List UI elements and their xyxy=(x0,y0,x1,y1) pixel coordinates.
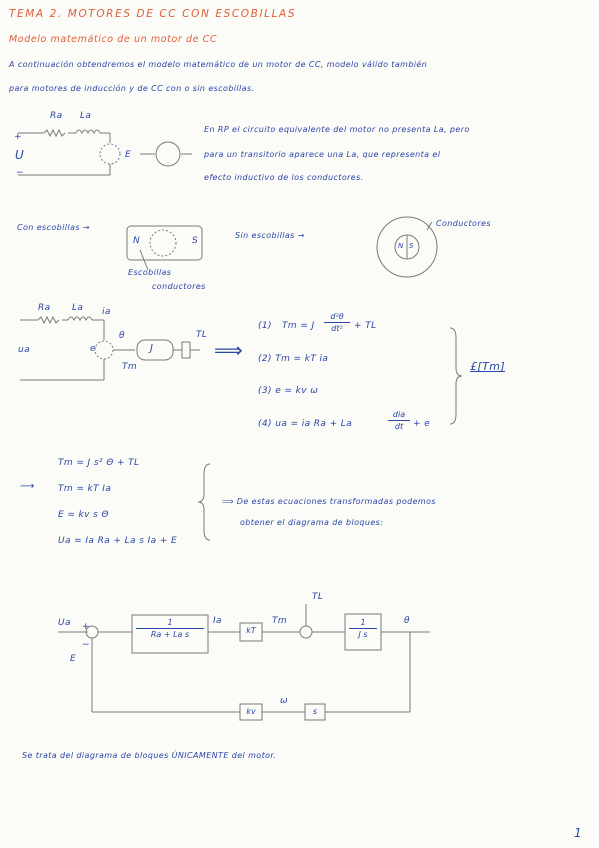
bd-kv-block: kv xyxy=(246,707,256,716)
laplace-note-line-2: obtener el diagrama de bloques: xyxy=(240,518,384,527)
bd-ua-label: Ua xyxy=(58,618,71,628)
laplace-arrow: ⟶ xyxy=(20,481,35,492)
eq4-denominator: dt xyxy=(394,422,404,431)
laplace-eq3: E = kv s Θ xyxy=(58,510,109,520)
bd-tl-label: TL xyxy=(312,592,324,602)
bd-sum-minus: − xyxy=(82,640,90,650)
page-number: 1 xyxy=(574,826,583,840)
bd-e-label: E xyxy=(70,654,77,664)
rotor-n-label: N xyxy=(398,242,404,250)
brace-left xyxy=(198,464,210,540)
conductors-caption: conductores xyxy=(152,282,206,291)
voltage-label: U xyxy=(15,148,25,162)
la-label-2: La xyxy=(72,303,84,313)
eq1-lhs: Tm = J xyxy=(282,321,315,331)
pole-n-label: N xyxy=(133,236,141,246)
ua-label: ua xyxy=(18,345,31,355)
bd-electrical-block xyxy=(136,618,204,639)
implies-arrow: ⟹ xyxy=(214,338,244,362)
brushes-caption: Escobillas xyxy=(128,268,172,277)
bd-electrical-num: 1 xyxy=(136,618,204,629)
footer-note: Se trata del diagrama de bloques ÚNICAMENTE del motor. xyxy=(22,751,277,760)
bd-sum-plus: + xyxy=(82,622,90,632)
rotor-s-label: S xyxy=(409,242,414,250)
rp-note-line-2: para un transitorio aparece una La, que representa el xyxy=(204,150,441,159)
laplace-note-line-1: ⟹ De estas ecuaciones transformadas podemos xyxy=(222,497,436,506)
intro-line-1: A continuación obtendremos el modelo matemático de un motor de CC, modelo válido también xyxy=(9,60,428,69)
eq2: (2) Tm = kT ia xyxy=(258,354,329,364)
eq4-fraction xyxy=(388,410,410,431)
brushed-motor-sketch xyxy=(127,226,202,270)
tm-label-2: Tm xyxy=(122,362,138,372)
theta-label: θ xyxy=(119,331,125,341)
equivalent-circuit-diagram xyxy=(18,130,192,175)
eq1-label: (1) xyxy=(258,321,272,331)
page-title: TEMA 2. MOTORES DE CC CON ESCOBILLAS xyxy=(9,8,297,20)
intro-line-2: para motores de inducción y de CC con o sin escobillas. xyxy=(9,84,255,93)
with-brushes-label: Con escobillas → xyxy=(17,223,90,232)
bd-theta-label: θ xyxy=(404,616,410,626)
bd-mechanical-block xyxy=(349,618,377,639)
bd-electrical-den: Ra + La s xyxy=(150,630,190,639)
eq4-rhs: + e xyxy=(413,419,431,429)
motor-model-circuit xyxy=(20,317,200,380)
resistor-label: Ra xyxy=(50,111,63,121)
laplace-transform-label: £[Tm] xyxy=(470,360,506,373)
e-label-2: e xyxy=(90,344,96,354)
pole-s-label: S xyxy=(192,236,199,246)
minus-sign: − xyxy=(16,168,24,178)
tl-label-2: TL xyxy=(196,330,208,340)
bd-s-block: s xyxy=(312,707,318,716)
plus-sign: + xyxy=(14,132,22,142)
emf-label: E xyxy=(125,150,132,160)
brace-right xyxy=(450,328,462,424)
inductor-label: La xyxy=(80,111,92,121)
rp-note-line-3: efecto inductivo de los conductores. xyxy=(204,173,364,182)
bd-mechanical-den: J s xyxy=(358,630,368,639)
bd-ia-label: Ia xyxy=(213,616,222,626)
brushless-motor-sketch xyxy=(377,217,437,277)
bd-kt-block: kT xyxy=(246,626,256,635)
ia-label: ia xyxy=(102,307,111,317)
bd-omega-label: ω xyxy=(280,696,288,706)
inertia-label: J xyxy=(150,343,154,354)
without-brushes-label: Sin escobillas → xyxy=(235,231,305,240)
eq3: (3) e = kv ω xyxy=(258,386,319,396)
eq1-fraction xyxy=(324,312,350,333)
eq4-numerator: dia xyxy=(388,410,410,421)
eq1-rhs: + TL xyxy=(354,321,377,331)
section-subtitle: Modelo matemático de un motor de CC xyxy=(9,34,218,45)
laplace-eq4: Ua = Ia Ra + La s Ia + E xyxy=(58,536,178,546)
conductors-right-label: Conductores xyxy=(436,219,491,228)
laplace-eq1: Tm = J s² Θ + TL xyxy=(58,458,140,468)
laplace-eq2: Tm = kT Ia xyxy=(58,484,112,494)
eq1-numerator: d²θ xyxy=(324,312,350,323)
eq1-denominator: dt² xyxy=(331,324,343,333)
bd-tm-label: Tm xyxy=(272,616,288,626)
ra-label-2: Ra xyxy=(38,303,51,313)
rp-note-line-1: En RP el circuito equivalente del motor no presenta La, pero xyxy=(204,125,470,134)
eq4-lhs: (4) ua = ia Ra + La xyxy=(258,419,353,429)
bd-mechanical-num: 1 xyxy=(349,618,377,629)
